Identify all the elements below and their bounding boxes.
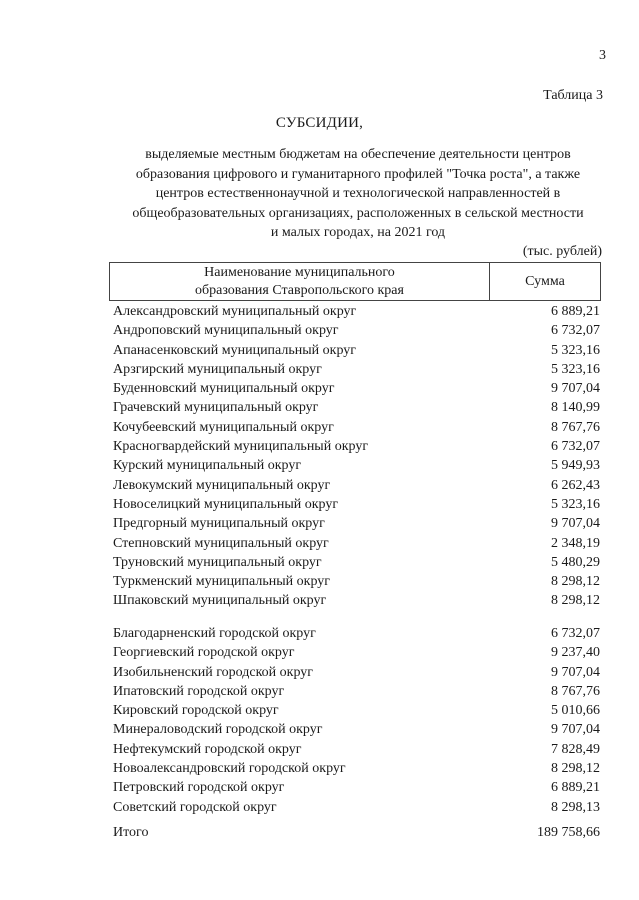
table-row [113, 456, 600, 475]
district-name: Левокумский муниципальный округ [113, 477, 331, 493]
table-row [113, 360, 600, 379]
subtitle-line: общеобразовательных организациях, расположенных в сельской местности [132, 205, 584, 221]
header-sum-cell: Сумма [525, 273, 565, 289]
district-sum: 9 707,04 [551, 722, 600, 738]
district-sum: 6 889,21 [551, 304, 600, 319]
table-row [113, 572, 600, 591]
document-title: СУБСИДИИ, [275, 115, 364, 131]
city-districts-list [113, 624, 600, 817]
district-name: Георгиевский городской округ [113, 645, 295, 661]
district-sum: 5 323,16 [551, 361, 600, 377]
district-name: Буденновский муниципальный округ [113, 381, 335, 397]
district-name: Грачевский муниципальный округ [113, 400, 319, 416]
district-name: Кировский городской округ [113, 703, 279, 719]
table-row [113, 534, 600, 553]
district-name: Степновский муниципальный округ [113, 535, 329, 551]
district-name: Арзгирский муниципальный округ [113, 361, 322, 377]
table-row [113, 418, 600, 437]
table-row [113, 476, 600, 495]
district-name: Шпаковский муниципальный округ [113, 593, 327, 609]
district-name: Благодарненский городской округ [113, 626, 316, 641]
district-sum: 7 828,49 [551, 741, 600, 757]
table-row [113, 341, 600, 360]
district-sum: 9 237,40 [551, 645, 600, 661]
district-name: Петровский городской округ [113, 780, 285, 796]
district-sum: 8 140,99 [551, 400, 600, 416]
district-name: Минераловодский городской округ [113, 722, 323, 738]
district-sum: 8 298,12 [551, 593, 600, 609]
table-row [113, 553, 600, 572]
district-name: Апанасенковский муниципальный округ [113, 342, 357, 358]
table-row [113, 591, 600, 610]
table-row [113, 663, 600, 682]
table-row [113, 720, 600, 739]
total-label: Итого [113, 825, 149, 840]
district-name: Нефтекумский городской округ [113, 741, 302, 757]
district-sum: 9 707,04 [551, 664, 600, 680]
units-label: (тыс. рублей) [522, 244, 602, 259]
header-name-cell [110, 263, 490, 300]
district-sum: 6 732,07 [551, 439, 600, 455]
district-sum: 8 767,76 [551, 683, 600, 699]
header-name-line: Наименование муниципального [204, 264, 395, 280]
district-sum: 5 323,16 [551, 342, 600, 358]
table-row [113, 495, 600, 514]
subtitle-line: и малых городах, на 2021 год [270, 225, 446, 240]
district-name: Изобильненский городской округ [113, 664, 314, 680]
district-name: Александровский муниципальный округ [113, 304, 357, 319]
header-name-line: образования Ставропольского края [195, 282, 404, 298]
document-subtitle [110, 145, 606, 243]
subtitle-line: образования цифрового и гуманитарного профилей "Точка роста", а также [135, 166, 581, 182]
table-row [113, 759, 600, 778]
district-sum: 5 010,66 [551, 703, 600, 719]
district-name: Кочубеевский муниципальный округ [113, 419, 334, 435]
table-row [113, 437, 600, 456]
district-name: Новоалександровский городской округ [113, 761, 346, 777]
district-name: Курский муниципальный округ [113, 458, 302, 474]
district-sum: 5 323,16 [551, 496, 600, 512]
district-name: Красногвардейский муниципальный округ [113, 439, 369, 455]
page-number: 3 [599, 48, 606, 63]
district-sum: 9 707,04 [551, 516, 600, 532]
district-name: Новоселицкий муниципальный округ [113, 496, 339, 512]
total-row [113, 825, 600, 841]
table-row [113, 643, 600, 662]
district-name: Предгорный муниципальный округ [113, 516, 325, 532]
subtitle-line: выделяемые местным бюджетам на обеспечение деятельности центров [145, 147, 571, 162]
table-row [113, 778, 600, 797]
district-sum: 2 348,19 [551, 535, 600, 551]
table-row [113, 740, 600, 759]
table-row [113, 701, 600, 720]
table-row [113, 624, 600, 643]
district-name: Советский городской округ [113, 799, 277, 815]
table-row [113, 379, 600, 398]
municipal-districts-list [113, 302, 600, 611]
table-row [113, 798, 600, 817]
district-sum: 5 480,29 [551, 554, 600, 570]
subtitle-line: центров естественнонаучной и технологической направленностей в [155, 186, 561, 201]
table-row [113, 682, 600, 701]
district-sum: 6 889,21 [551, 780, 600, 796]
table-header [109, 262, 601, 301]
table-row [113, 321, 600, 340]
district-sum: 9 707,04 [551, 381, 600, 397]
district-sum: 6 262,43 [551, 477, 600, 493]
total-value: 189 758,66 [537, 825, 600, 840]
district-name: Труновский муниципальный округ [113, 554, 322, 570]
district-sum: 8 298,12 [551, 574, 600, 590]
district-sum: 8 298,13 [551, 799, 600, 815]
table-row [113, 302, 600, 321]
district-sum: 5 949,93 [551, 458, 600, 474]
table-row [113, 398, 600, 417]
district-sum: 6 732,07 [551, 323, 600, 339]
district-name: Андроповский муниципальный округ [113, 323, 339, 339]
district-name: Туркменский муниципальный округ [113, 574, 330, 590]
table-label: Таблица 3 [543, 88, 603, 103]
district-sum: 8 298,12 [551, 761, 600, 777]
table-row [113, 514, 600, 533]
district-sum: 6 732,07 [551, 626, 600, 641]
district-sum: 8 767,76 [551, 419, 600, 435]
district-name: Ипатовский городской округ [113, 683, 285, 699]
